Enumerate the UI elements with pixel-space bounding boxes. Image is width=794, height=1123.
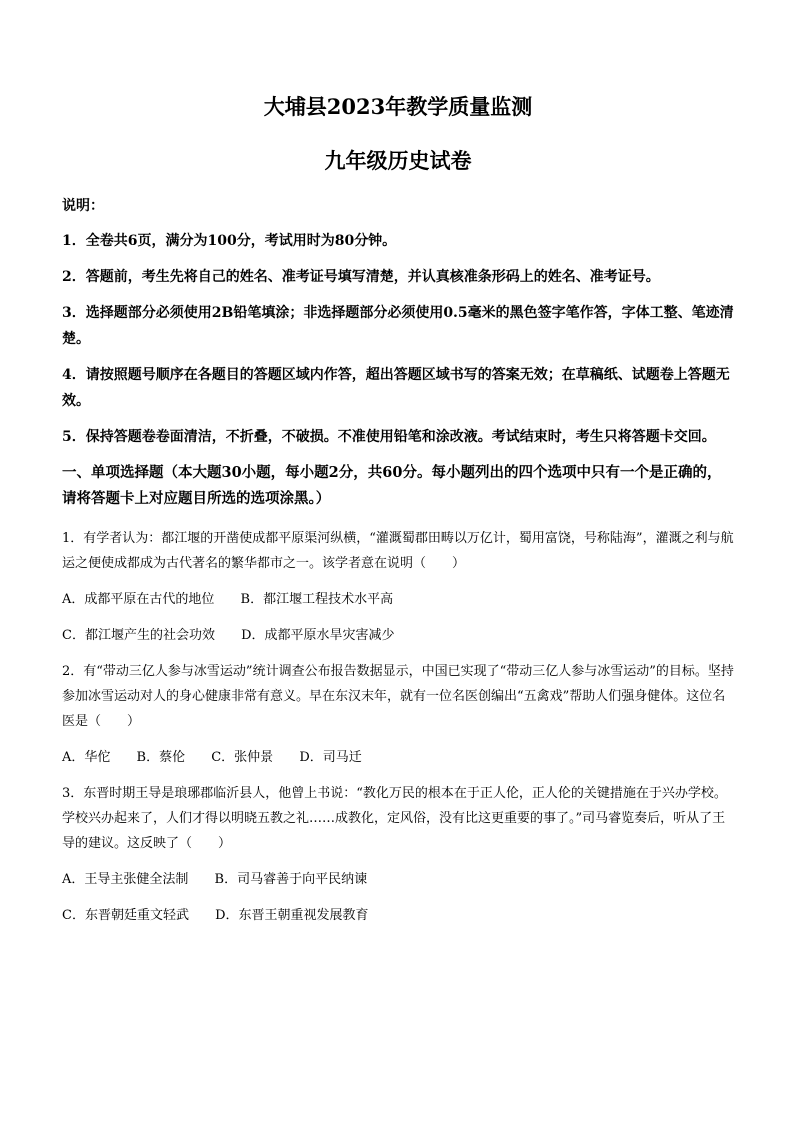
- option-row: [62, 745, 734, 770]
- option-d: D．成都平原水旱灾害减少: [241, 628, 395, 643]
- instruction-item: 4．请按照题号顺序在各题目的答题区域内作答，超出答题区域书写的答案无效；在草稿纸、试题卷上答题无效。: [62, 367, 730, 409]
- option-b: B．都江堰工程技术水平高: [240, 592, 394, 607]
- option-a: A．华佗: [62, 750, 111, 765]
- instructions-label: 说明：: [62, 198, 104, 214]
- option-d: D．东晋王朝重视发展教育: [215, 908, 369, 923]
- option-a: A．成都平原在古代的地位: [62, 592, 215, 607]
- option-row: [62, 623, 734, 648]
- instruction-item: 2．答题前，考生先将自己的姓名、准考证号填写清楚，并认真核准条形码上的姓名、准考证号。: [62, 269, 660, 285]
- option-b: B．司马睿善于向平民纳谏: [214, 872, 368, 887]
- option-b: B．蔡伦: [136, 750, 186, 765]
- option-c: C．都江堰产生的社会功效: [62, 628, 215, 643]
- question-stem: 3．东晋时期王导是琅琊郡临沂县人，他曾上书说：“教化万民的根本在于正人伦，正人伦的关键措施在于兴办学校。学校兴办起来了，人们才得以明晓五教之礼……成教化，定风俗，没有比这更重要的事了。”司马睿览奏后，听从了王导的建议。这反映了（ ）: [62, 786, 727, 851]
- question-stem: 2．有“带动三亿人参与冰雪运动”统计调查公布报告数据显示，中国已实现了“带动三亿人参与冰雪运动”的目标。坚持参加冰雪运动对人的身心健康非常有意义。早在东汉末年，就有一位名医创编出“五禽戏”帮助人们强身健体。这位名医是（ ）: [62, 664, 734, 729]
- exam-page: [62, 92, 734, 939]
- question-stem: 1．有学者认为：都江堰的开凿使成都平原渠河纵横，“灌溉蜀郡田畴以万亿计，蜀用富饶，号称陆海”，灌溉之利与航运之便使成都成为古代著名的繁华都市之一。该学者意在说明（ ）: [62, 531, 734, 571]
- instruction-item: 3．选择题部分必须使用2B铅笔填涂；非选择题部分必须使用0.5毫米的黑色签字笔作答，字体工整、笔迹清楚。: [62, 305, 734, 347]
- option-d: D．司马迁: [299, 750, 362, 765]
- option-row: [62, 867, 734, 892]
- exam-title: 大埔县2023年教学质量监测: [263, 94, 533, 119]
- instruction-item: 5．保持答题卷卷面清洁，不折叠，不破损。不准使用铅笔和涂改液。考试结束时，考生只将答题卡交回。: [62, 429, 716, 445]
- option-c: C．张仲景: [211, 750, 274, 765]
- exam-subtitle: 九年级历史试卷: [324, 148, 472, 173]
- option-row: [62, 587, 734, 612]
- section-heading: 一、单项选择题（本大题30小题，每小题2分，共60分。每小题列出的四个选项中只有一个是正确的，请将答题卡上对应题目所选的选项涂黑。）: [62, 464, 722, 507]
- option-row: [62, 903, 734, 928]
- option-c: C．东晋朝廷重文轻武: [62, 908, 189, 923]
- instruction-item: 1．全卷共6页，满分为100分，考试用时为80分钟。: [62, 233, 397, 249]
- option-a: A．王导主张健全法制: [62, 872, 189, 887]
